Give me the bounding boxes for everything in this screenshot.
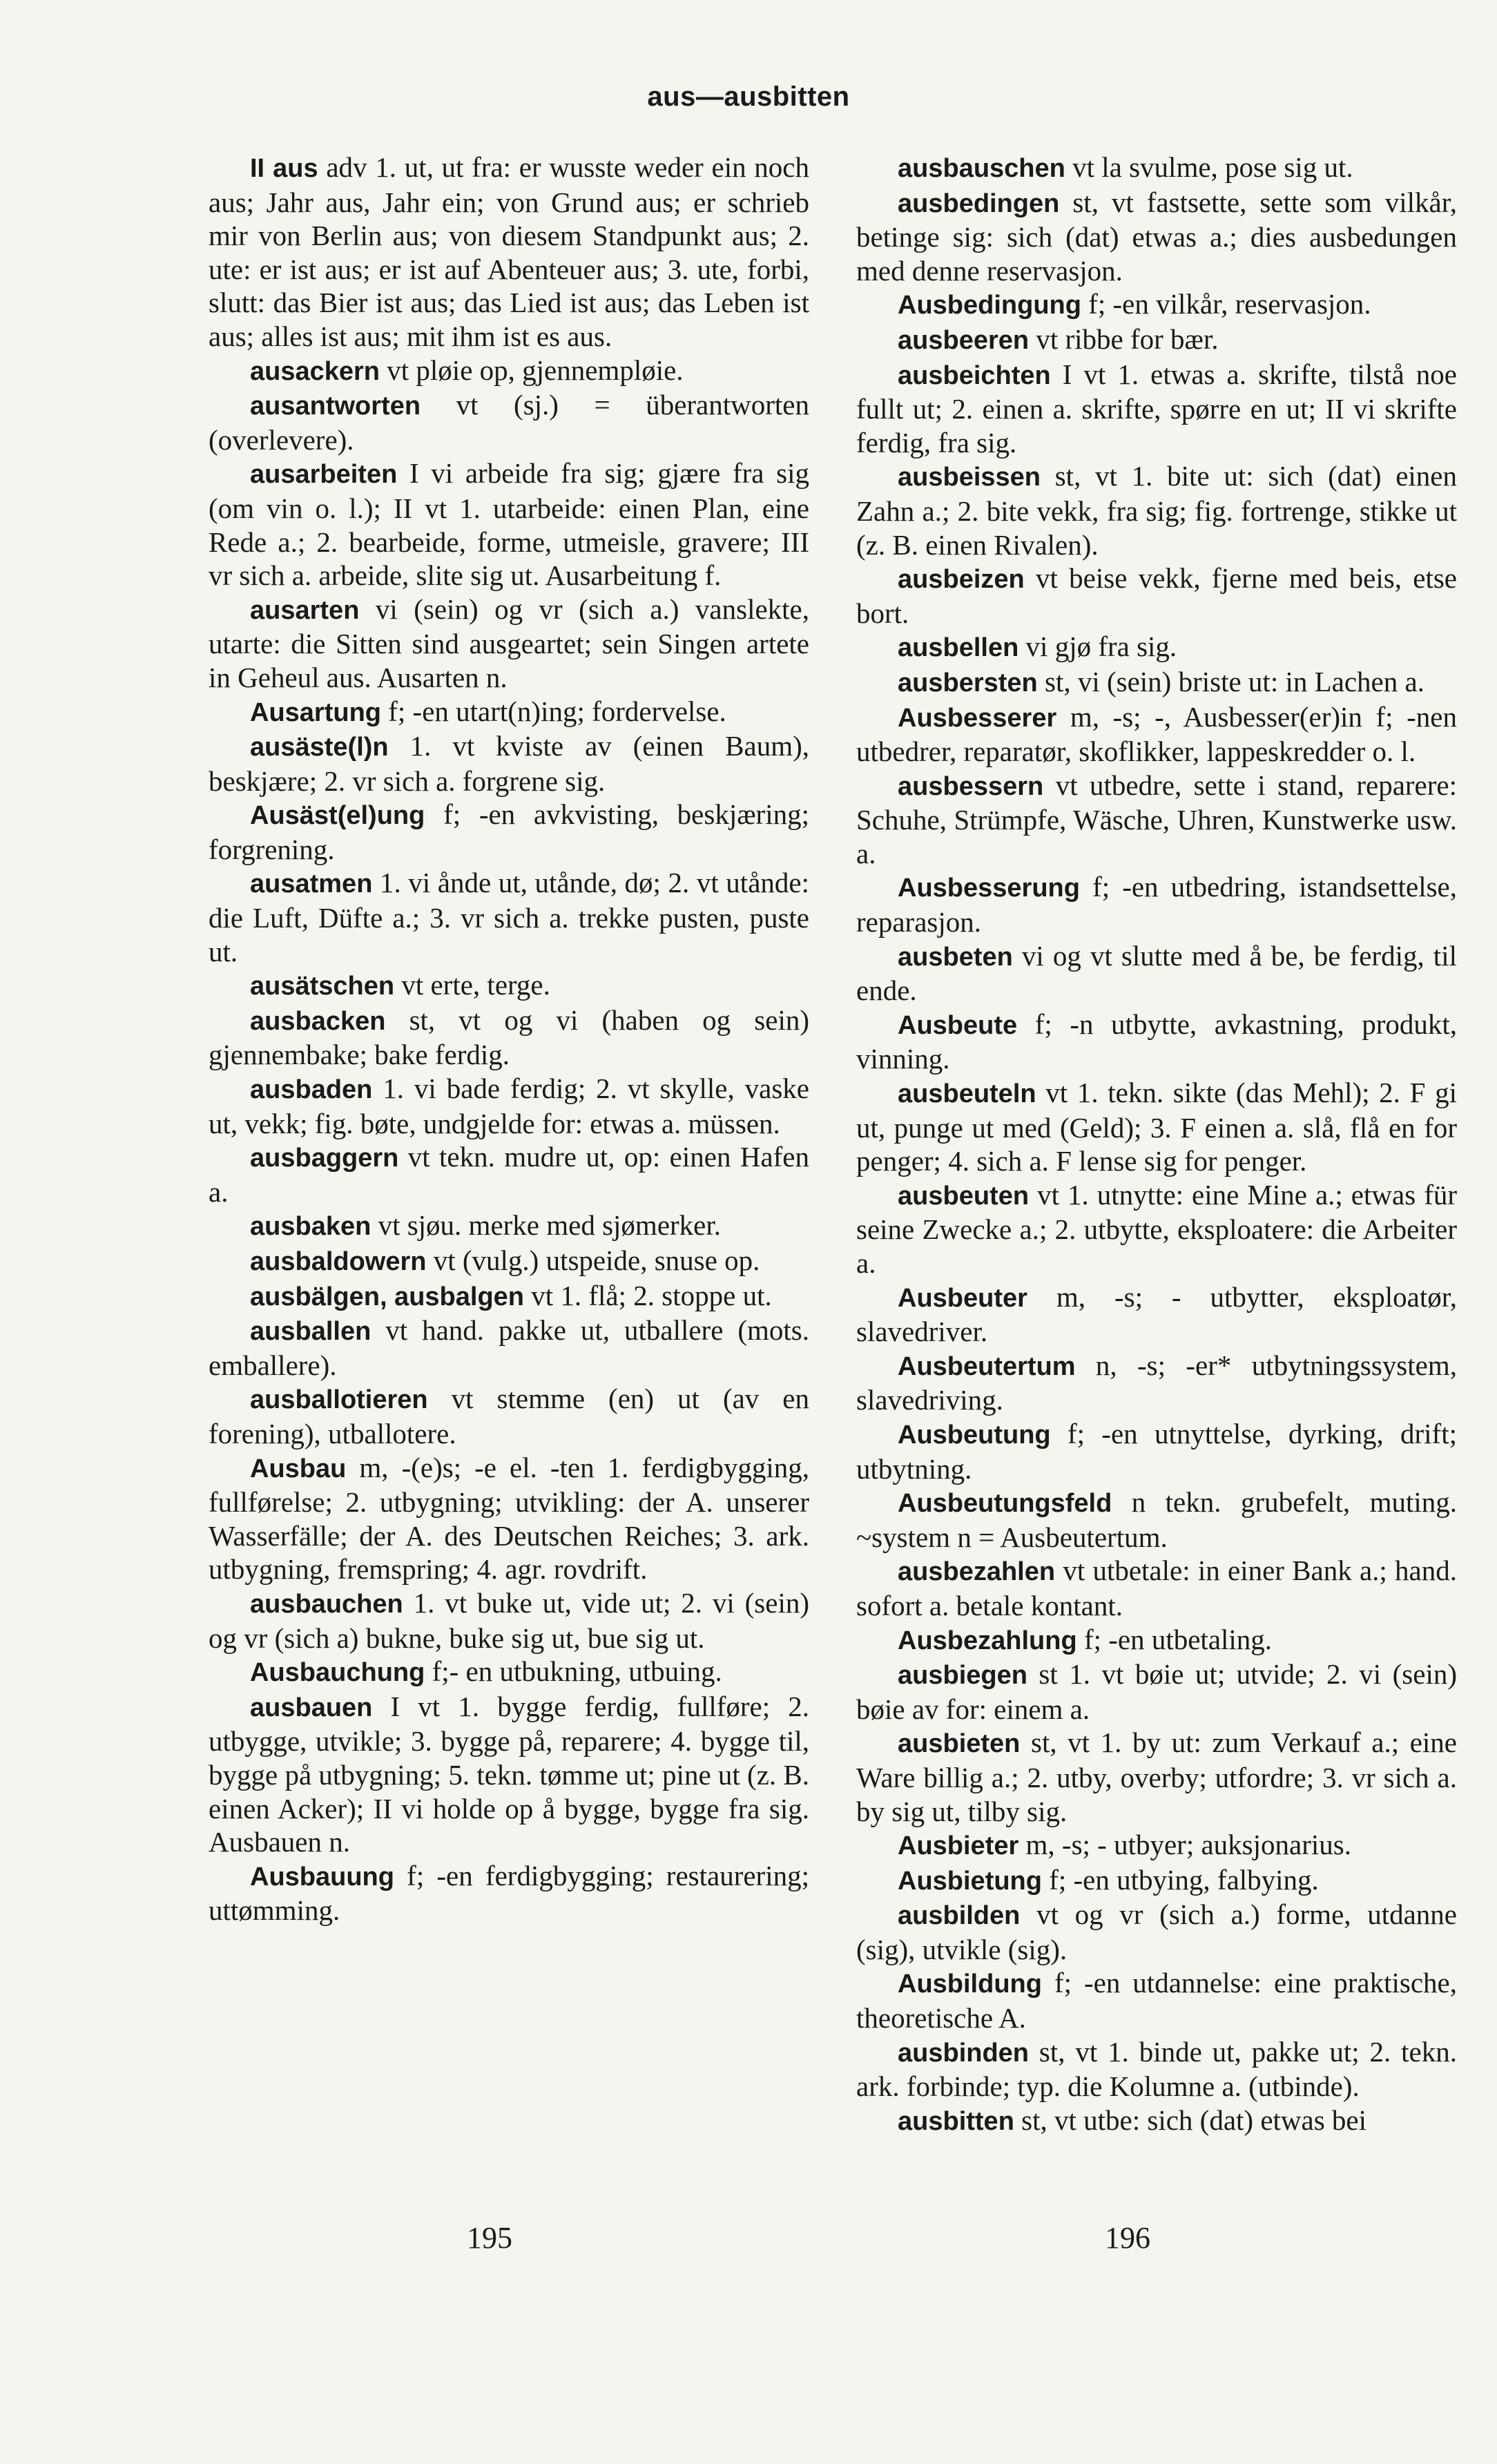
dictionary-entry (209, 354, 809, 389)
entry-headword: ausarten (250, 595, 360, 625)
dictionary-entry (856, 2104, 1457, 2139)
entry-definition: vt og vr (sich a.) forme, utdanne (sig), utvikle (sig). (856, 1898, 1457, 1965)
entry-headword: ausbessern (898, 771, 1044, 801)
entry-definition: vt utbetale: in einer Bank a.; hand. sofort a. betale kontant. (856, 1555, 1457, 1621)
entry-headword: ausatmen (250, 869, 373, 899)
entry-headword: ausbeuten (898, 1181, 1030, 1211)
entry-definition: m, -s; - utbyer; auksjonarius. (1018, 1829, 1351, 1861)
dictionary-entry (856, 1178, 1457, 1280)
entry-headword: ausbersten (898, 668, 1038, 697)
dictionary-entry (856, 1280, 1457, 1349)
entry-definition: st 1. vt bøie ut; utvide; 2. vi (sein) bøie av for: einem a. (856, 1658, 1457, 1725)
entry-definition: 1. vt buke ut, vide ut; 2. vi (sein) og vr (sich a) bukne, buke sig ut, bue sig ut. (209, 1586, 809, 1654)
entry-definition: f; -en vilkår, reservasjon. (1081, 288, 1371, 320)
entry-headword: ausbauschen (898, 154, 1065, 183)
dictionary-entry (856, 358, 1457, 460)
entry-definition: I vt 1. bygge ferdig, fullføre; 2. utbygge, utvikle; 3. bygge på, reparere; 4. bygge til, bygge på utbygning; 5. tekn. tømme ut; pine ut (z. B. einen Acker); II vi holde op å bygge, bygge fra sig. Ausbauen n. (209, 1690, 809, 1858)
dictionary-entry (856, 1726, 1457, 1828)
entry-headword: ausbälgen, ausbalgen (250, 1282, 524, 1311)
dictionary-entry (856, 1623, 1457, 1658)
dictionary-entry (856, 151, 1457, 186)
entry-headword: ausbaken (250, 1212, 371, 1242)
dictionary-entry (209, 1003, 809, 1072)
entry-definition: 1. vt kviste av (einen Baum), beskjære; 2. vr sich a. forgrene sig. (209, 730, 809, 797)
entry-headword: ausackern (250, 356, 380, 386)
dictionary-entry (209, 593, 809, 695)
entry-definition: st, vt 1. by ut: zum Verkauf a.; eine Ware billig a.; 2. utby, overby; utfordre; 3. vr sich a. by sig ut, tilby sig. (856, 1726, 1457, 1827)
dictionary-entry (856, 1349, 1457, 1417)
right-column (856, 151, 1457, 2138)
entry-definition: vt erte, terge. (394, 969, 550, 1001)
dictionary-entry (856, 769, 1457, 871)
dictionary-entry (856, 1008, 1457, 1076)
entry-headword: ausbitten (898, 2106, 1014, 2136)
entry-definition: vi (sein) og vr (sich a.) vanslekte, utarte: die Sitten sind ausgeartet; sein Singen artete in Geheul aus. Ausarten n. (209, 593, 809, 693)
left-column (209, 151, 809, 1927)
entry-headword: Ausbauchung (250, 1658, 425, 1688)
entry-definition: f; -en avkvisting, beskjæring; forgrening. (209, 798, 809, 865)
entry-definition: st, vt utbe: sich (dat) etwas bei (1014, 2104, 1367, 2136)
entry-definition: vt 1. utnytte: eine Mine a.; etwas für seine Zwecke a.; 2. utbytte, eksploatere: die Arbeiter a. (856, 1178, 1457, 1279)
entry-headword: ausbeichten (898, 360, 1051, 390)
entry-definition: vt 1. tekn. sikte (das Mehl); 2. F gi ut, punge ut med (Geld); 3. F einen a. slå, flå en for penger; 4. sich a. F lense sig for penger. (856, 1077, 1457, 1177)
dictionary-entry (856, 1898, 1457, 1966)
entry-definition: I vt 1. etwas a. skrifte, tilstå noe fullt ut; 2. einen a. skrifte, spørre en ut; II vi skrifte ferdig, fra sig. (856, 358, 1457, 459)
entry-headword: ausbaden (250, 1075, 373, 1105)
entry-definition: m, -s; - utbytter, eksploatør, slavedriver. (856, 1280, 1457, 1348)
entry-definition: vi og vt slutte med å be, be ferdig, til ende. (856, 939, 1457, 1007)
dictionary-entry (209, 1655, 809, 1690)
entry-headword: ausbilden (898, 1901, 1021, 1931)
dictionary-entry (209, 968, 809, 1003)
entry-definition: f; -en utbying, falbying. (1041, 1863, 1319, 1896)
entry-definition: n, -s; -er* utbytningssystem, slavedriving. (856, 1349, 1457, 1416)
page-number-left: 195 (467, 2221, 512, 2255)
running-header: aus—ausbitten (647, 81, 850, 112)
page-number-right: 196 (1105, 2221, 1150, 2255)
dictionary-entry (209, 1140, 809, 1209)
entry-headword: II aus (250, 154, 318, 183)
dictionary-entry (209, 1451, 809, 1586)
dictionary-entry (856, 459, 1457, 561)
entry-headword: ausätschen (250, 972, 395, 1001)
entry-headword: ausbeissen (898, 463, 1041, 492)
entry-definition: adv 1. ut, ut fra: er wusste weder ein noch aus; Jahr aus, Jahr ein; von Grund aus; er schrieb mir von Berlin aus; von diesem Standpunkt aus; 2. ute: er ist aus; er ist auf Abenteuer aus; 3. ute, forbi, slutt: das Bier ist aus; das Lied ist aus; das Leben ist aus; alles ist aus; mit ihm ist es aus. (209, 151, 810, 352)
entry-definition: vt (vulg.) utspeide, snuse op. (426, 1244, 760, 1276)
dictionary-entry (209, 1382, 809, 1450)
entry-headword: ausbauchen (250, 1589, 403, 1619)
dictionary-entry (209, 1859, 809, 1927)
entry-headword: ausbedingen (898, 189, 1060, 218)
entry-headword: Ausäst(el)ung (250, 801, 425, 831)
entry-headword: ausbezahlen (898, 1557, 1056, 1587)
entry-definition: f; -en ferdigbygging; restaurering; uttømming. (209, 1859, 809, 1927)
entry-headword: ausbeeren (898, 325, 1030, 355)
entry-definition: vt stemme (en) ut (av en forening), utballotere. (209, 1383, 809, 1450)
entry-headword: Ausartung (250, 697, 381, 727)
entry-headword: Ausbedingung (898, 291, 1081, 320)
entry-headword: ausäste(l)n (250, 733, 389, 762)
entry-headword: ausbeuteln (898, 1079, 1036, 1109)
dictionary-entry (209, 1313, 809, 1382)
entry-headword: Ausbeutungsfeld (898, 1489, 1112, 1519)
dictionary-entry (856, 1863, 1457, 1898)
entry-headword: ausballotieren (250, 1385, 428, 1415)
entry-definition: f;- en utbukning, utbuing. (425, 1655, 722, 1688)
entry-definition: vt sjøu. merke med sjømerker. (371, 1209, 722, 1242)
entry-definition: n tekn. grubefelt, muting. ~system n = Ausbeutertum. (856, 1486, 1457, 1553)
entry-headword: ausbauen (250, 1693, 373, 1722)
entry-definition: st, vi (sein) briste ut: in Lachen a. (1037, 665, 1424, 697)
entry-headword: Ausbesserer (898, 703, 1057, 733)
dictionary-entry (209, 729, 809, 798)
entry-definition: vt tekn. mudre ut, op: einen Hafen a. (209, 1141, 809, 1208)
entry-definition: st, vt og vi (haben og sein) gjennembake; bake ferdig. (209, 1003, 809, 1071)
dictionary-entry (856, 630, 1457, 665)
dictionary-entry (856, 665, 1457, 700)
dictionary-entry (209, 388, 809, 456)
entry-headword: ausbinden (898, 2038, 1030, 2068)
entry-definition: vt 1. flå; 2. stoppe ut. (524, 1279, 772, 1311)
dictionary-entry (209, 1586, 809, 1655)
entry-definition: vt beise vekk, fjerne med beis, etse bort. (856, 562, 1457, 629)
dictionary-entry (209, 1072, 809, 1140)
entry-definition: I vi arbeide fra sig; gjære fra sig (om vin o. l.); II vt 1. utarbeide: einen Plan, eine Rede a.; 2. bearbeide, forme, utmeisle, gravere; III vr sich a. arbeide, slite sig ut. Ausarbeitung f. (209, 457, 809, 592)
entry-definition: vt ribbe for bær. (1029, 323, 1219, 355)
entry-definition: vt pløie op, gjennempløie. (380, 354, 684, 386)
entry-definition: f; -en utbedring, istandsettelse, reparasjon. (856, 871, 1457, 939)
entry-definition: vt la svulme, pose sig ut. (1065, 151, 1353, 183)
entry-headword: Ausbesserung (898, 874, 1080, 903)
entry-headword: Ausbezahlung (898, 1626, 1077, 1655)
entry-headword: Ausbeutung (898, 1420, 1051, 1450)
entry-headword: ausbaldowern (250, 1247, 427, 1276)
entry-headword: Ausbeutertum (898, 1351, 1076, 1381)
entry-definition: vt (sj.) = überantworten (overlevere). (209, 389, 809, 456)
entry-headword: ausbacken (250, 1006, 386, 1036)
entry-headword: ausbiegen (898, 1661, 1027, 1691)
dictionary-entry (209, 456, 809, 592)
dictionary-entry (856, 1657, 1457, 1726)
entry-definition: st, vt 1. bite ut: sich (dat) einen Zahn a.; 2. bite vekk, fra sig; fig. fortrenge, stikke ut (z. B. einen Rivalen). (856, 460, 1457, 561)
dictionary-entry (856, 561, 1457, 630)
entry-definition: st, vt fastsette, sette som vilkår, betinge sig: sich (dat) etwas a.; dies ausbedungen med denne reservasjon. (856, 186, 1457, 287)
entry-headword: ausarbeiten (250, 460, 398, 490)
entry-headword: ausbeten (898, 942, 1013, 972)
entry-headword: ausballen (250, 1317, 371, 1347)
dictionary-entry (209, 151, 809, 354)
dictionary-entry (209, 1279, 809, 1314)
dictionary-entry (209, 798, 809, 866)
entry-headword: Ausbeuter (898, 1283, 1027, 1313)
entry-headword: ausbeizen (898, 565, 1025, 595)
dictionary-entry (856, 1554, 1457, 1622)
entry-definition: 1. vi bade ferdig; 2. vt skylle, vaske ut, vekk; fig. bøte, undgjelde for: etwas a. müssen. (209, 1072, 809, 1139)
dictionary-entry (856, 323, 1457, 358)
dictionary-entry (209, 1690, 809, 1859)
entry-headword: Ausbietung (898, 1866, 1042, 1896)
entry-definition: vi gjø fra sig. (1018, 631, 1177, 663)
dictionary-entry (856, 186, 1457, 288)
dictionary-entry (209, 866, 809, 968)
entry-definition: f; -en utnyttelse, dyrking, drift; utbytning. (856, 1417, 1457, 1485)
entry-definition: 1. vi ånde ut, utånde, dø; 2. vt utånde: die Luft, Düfte a.; 3. vr sich a. trekke pusten, puste ut. (209, 867, 809, 968)
entry-headword: ausantworten (250, 392, 421, 421)
dictionary-entry (856, 870, 1457, 939)
entry-headword: Ausbauung (250, 1862, 394, 1892)
dictionary-entry (856, 1966, 1457, 2034)
dictionary-entry (856, 1485, 1457, 1554)
entry-definition: st, vt 1. binde ut, pakke ut; 2. tekn. ark. forbinde; typ. die Kolumne a. (utbinde). (856, 2035, 1457, 2103)
dictionary-entry (856, 1417, 1457, 1485)
entry-definition: vt utbedre, sette i stand, reparere: Schuhe, Strümpfe, Wäsche, Uhren, Kunstwerke usw. a. (856, 769, 1457, 869)
dictionary-entry (209, 695, 809, 730)
entry-definition: vt hand. pakke ut, utballere (mots. emballere). (209, 1314, 809, 1381)
entry-definition: f; -en utdannelse: eine praktische, theoretische A. (856, 1967, 1457, 2034)
entry-headword: ausbieten (898, 1729, 1021, 1759)
entry-definition: f; -en utbetaling. (1076, 1623, 1273, 1655)
dictionary-entry (209, 1244, 809, 1279)
entry-definition: m, -(e)s; -e el. -ten 1. ferdigbygging, fullførelse; 2. utbygning; utvikling: der A. unserer Wasserfälle; der A. des Deutschen Reiches; 3. ark. utbygning, fremspring; 4. agr. rovdrift. (209, 1451, 809, 1586)
entry-headword: Ausbau (250, 1454, 347, 1483)
dictionary-entry (856, 1828, 1457, 1863)
entry-headword: ausbaggern (250, 1144, 399, 1173)
entry-definition: m, -s; -, Ausbesser(er)in f; -nen utbedrer, reparatør, skoflikker, lappeskredder o. l. (856, 700, 1457, 768)
entry-definition: f; -en utart(n)ing; fordervelse. (381, 695, 726, 727)
entry-headword: Ausbieter (898, 1831, 1019, 1861)
dictionary-entry (856, 939, 1457, 1008)
dictionary-entry (856, 287, 1457, 323)
dictionary-entry (856, 700, 1457, 769)
entry-definition: f; -n utbytte, avkastning, produkt, vinning. (856, 1008, 1457, 1075)
entry-headword: Ausbildung (898, 1970, 1042, 1999)
dictionary-entry (856, 1076, 1457, 1178)
dictionary-entry (209, 1209, 809, 1244)
dictionary-entry (856, 2035, 1457, 2104)
entry-headword: Ausbeute (898, 1010, 1018, 1040)
entry-headword: ausbellen (898, 633, 1019, 663)
